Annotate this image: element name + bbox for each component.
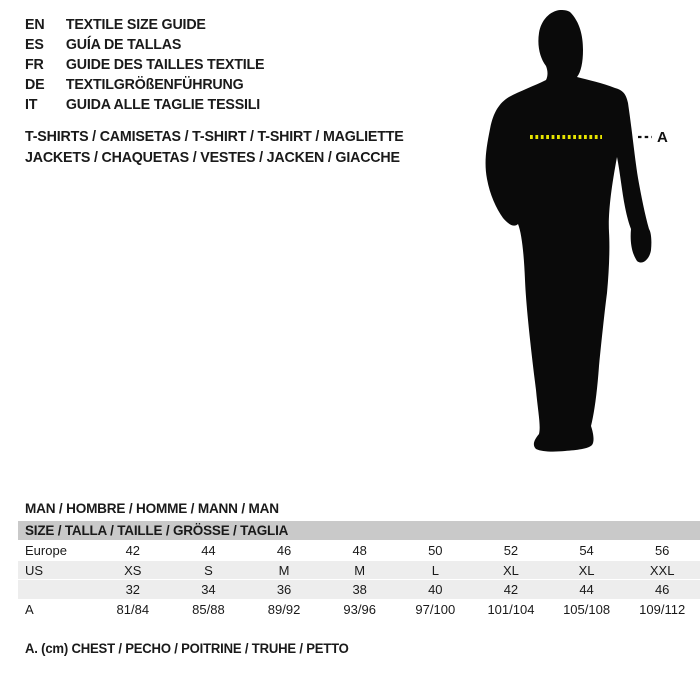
man-silhouette <box>486 10 652 452</box>
lang-code: FR <box>25 56 44 73</box>
row-label: Europe <box>25 543 67 558</box>
lang-code: DE <box>25 76 45 93</box>
language-title-block <box>25 15 264 115</box>
garment-categories <box>25 126 404 168</box>
table-cell: M <box>354 562 366 578</box>
lang-row-es <box>25 35 264 55</box>
guide-title-en: TEXTILE SIZE GUIDE <box>65 16 206 33</box>
lang-row-fr <box>25 55 264 75</box>
table-cell: S <box>204 562 213 578</box>
table-cell: 105/108 <box>563 601 611 617</box>
table-cell: 46 <box>654 582 670 597</box>
table-cell: 97/100 <box>415 601 456 617</box>
lang-row-it <box>25 95 264 115</box>
man-figure <box>480 0 700 470</box>
table-row-chest-a <box>18 599 700 619</box>
table-cell: 44 <box>579 582 594 597</box>
table-cell: 56 <box>654 543 670 558</box>
guide-title-es: GUÍA DE TALLAS <box>65 36 182 53</box>
table-cell: 85/88 <box>192 601 225 617</box>
table-cell: 46 <box>276 543 292 558</box>
lang-code: EN <box>25 16 45 33</box>
category-tshirts: T-SHIRTS / CAMISETAS / T-SHIRT / T-SHIRT / MAGLIETTE <box>25 128 404 145</box>
table-cell: 42 <box>125 543 141 558</box>
row-label <box>18 580 95 599</box>
category-jackets: JACKETS / CHAQUETAS / VESTES / JACKEN / GIACCHE <box>25 149 400 166</box>
guide-title-it: GUIDA ALLE TAGLIE TESSILI <box>65 96 261 113</box>
table-cell: 36 <box>276 582 292 597</box>
table-cell: XS <box>124 562 142 578</box>
table-cell: 101/104 <box>487 601 535 617</box>
table-row-us-numeric <box>18 579 700 599</box>
table-cell: 48 <box>352 543 367 558</box>
table-cell: 89/92 <box>267 601 301 617</box>
table-cell: 93/96 <box>343 601 376 617</box>
table-cell: 44 <box>201 543 216 558</box>
lang-row-en <box>25 15 264 35</box>
size-table <box>18 521 700 618</box>
row-label: A <box>25 601 34 617</box>
table-cell: 38 <box>352 582 367 597</box>
guide-title-de: TEXTILGRÖßENFÜHRUNG <box>65 76 244 93</box>
table-row-us <box>18 560 700 580</box>
guide-title-fr: GUIDE DES TAILLES TEXTILE <box>65 56 265 73</box>
lang-row-de <box>25 75 264 95</box>
table-cell: XXL <box>649 562 675 578</box>
size-table-header: SIZE / TALLA / TAILLE / GRÖSSE / TAGLIA <box>18 521 700 540</box>
row-label: US <box>25 562 44 578</box>
table-cell: M <box>278 562 290 578</box>
table-cell: 50 <box>428 543 443 558</box>
table-cell: 34 <box>201 582 216 597</box>
table-cell: 54 <box>579 543 594 558</box>
table-cell: L <box>431 562 439 578</box>
measurement-footnote: A. (cm) CHEST / PECHO / POITRINE / TRUHE / PETTO <box>25 641 349 656</box>
table-cell: XL <box>502 562 519 578</box>
table-cell: 52 <box>503 543 519 558</box>
table-row-europe <box>18 540 700 560</box>
table-cell: 42 <box>503 582 519 597</box>
table-cell: 32 <box>125 582 141 597</box>
gender-heading: MAN / HOMBRE / HOMME / MANN / MAN <box>25 500 279 516</box>
lang-code: ES <box>25 36 44 53</box>
table-cell: 109/112 <box>639 601 686 617</box>
table-cell: 40 <box>428 582 443 597</box>
table-cell: 81/84 <box>116 601 150 617</box>
measure-label-a: A <box>657 129 668 146</box>
lang-code: IT <box>25 96 38 113</box>
table-cell: XL <box>578 562 595 578</box>
